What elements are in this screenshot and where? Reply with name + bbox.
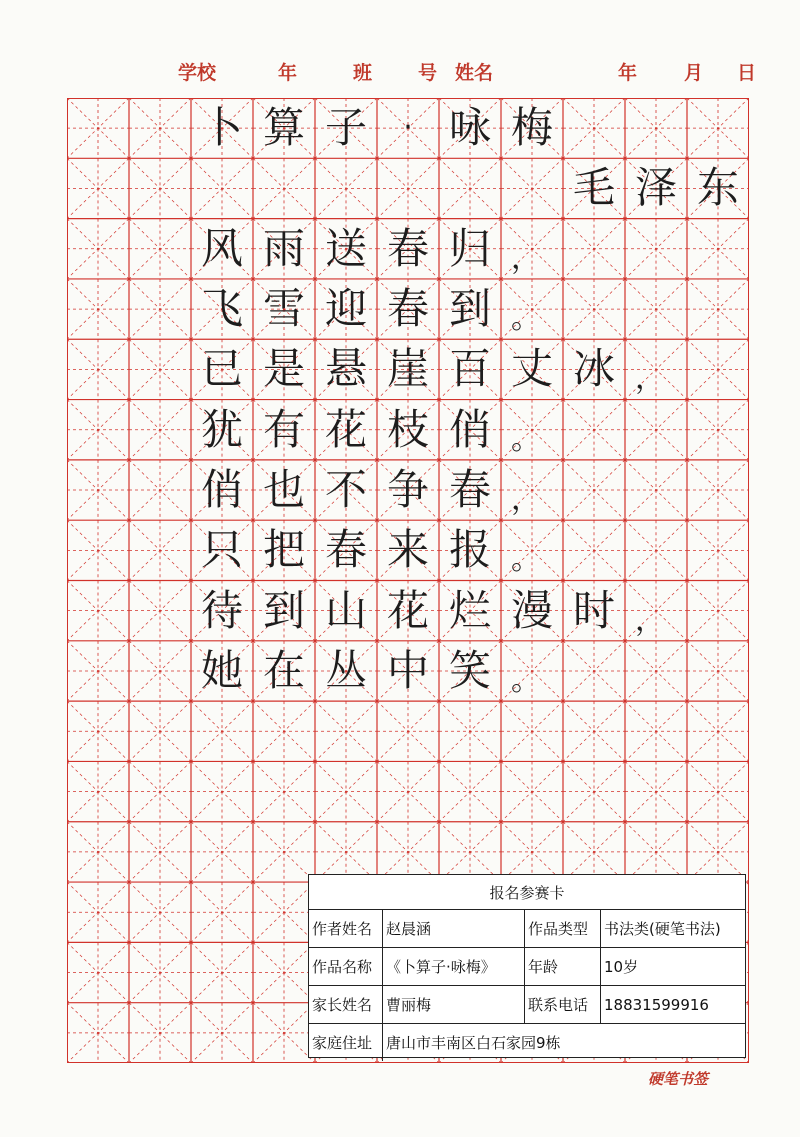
year-label: 年 xyxy=(618,62,638,84)
author-value: 赵晨涵 xyxy=(383,910,525,947)
poem-char: 俏 xyxy=(448,404,491,454)
class-label: 班 xyxy=(353,62,373,84)
card-title: 报名参赛卡 xyxy=(309,875,745,910)
poem-char: 丈 xyxy=(510,344,553,394)
poem-char: 待 xyxy=(200,585,243,635)
author-label: 作者姓名 xyxy=(309,910,383,947)
parent-label: 家长姓名 xyxy=(309,986,383,1023)
poem-char: 在 xyxy=(262,645,305,695)
month-label: 月 xyxy=(684,62,704,84)
poem-char: ， xyxy=(635,361,665,397)
title-char: 算 xyxy=(262,103,305,153)
type-value: 书法类(硬笔书法) xyxy=(604,920,721,938)
work-value: 《卜算子·咏梅》 xyxy=(383,948,525,985)
day-label: 日 xyxy=(737,62,757,84)
poem-char: 犹 xyxy=(200,404,243,454)
type-label: 作品类型 xyxy=(525,910,601,947)
poem-char: 春 xyxy=(386,284,429,334)
poem-char: 送 xyxy=(324,223,367,273)
poem-char: 春 xyxy=(448,465,491,515)
phone-label: 联系电话 xyxy=(525,986,601,1023)
poem-char: 有 xyxy=(262,404,305,454)
school-label: 学校 xyxy=(178,62,217,84)
work-label: 作品名称 xyxy=(309,948,383,985)
poem-char: 。 xyxy=(511,421,541,457)
card-row-author xyxy=(309,910,745,948)
number-label: 号 xyxy=(418,62,438,84)
poem-char: 漫 xyxy=(510,585,553,635)
sheet-header xyxy=(0,58,800,88)
poem-char: ， xyxy=(511,240,541,276)
poem-char: 春 xyxy=(324,525,367,575)
poem-char: 。 xyxy=(511,542,541,578)
entry-card xyxy=(308,874,746,1058)
author-char: 毛 xyxy=(572,163,615,213)
poem-char: 雪 xyxy=(262,284,305,334)
poem-char: 冰 xyxy=(572,344,615,394)
poem-char: 百 xyxy=(448,344,491,394)
poem-char: 雨 xyxy=(262,223,305,273)
age-value: 10岁 xyxy=(604,958,639,976)
poem-char: 丛 xyxy=(324,645,367,695)
poem-char: 枝 xyxy=(386,404,429,454)
poem-char: 把 xyxy=(262,525,305,575)
poem-char: 俏 xyxy=(200,465,243,515)
title-char: 咏 xyxy=(448,103,491,153)
grade-label: 年 xyxy=(278,62,298,84)
parent-value: 曹丽梅 xyxy=(383,986,525,1023)
address-value: 唐山市丰南区白石家园9栋 xyxy=(386,1034,561,1052)
poem-char: 来 xyxy=(386,525,429,575)
poem-char: 报 xyxy=(448,525,491,575)
poem-char: 只 xyxy=(200,525,243,575)
poem-char: ， xyxy=(511,482,541,518)
brand-stamp: 硬笔书签 xyxy=(648,1070,709,1088)
poem-char: 她 xyxy=(200,645,243,695)
poem-char: 。 xyxy=(511,301,541,337)
address-label: 家庭住址 xyxy=(309,1024,383,1061)
poem-char: 春 xyxy=(386,223,429,273)
poem-char: ， xyxy=(635,602,665,638)
card-row-work xyxy=(309,948,745,986)
poem-char: 风 xyxy=(200,223,243,273)
poem-char: 迎 xyxy=(324,284,367,334)
poem-char: 到 xyxy=(262,585,305,635)
poem-char: 花 xyxy=(324,404,367,454)
poem-char: 时 xyxy=(572,585,615,635)
poem-char: 山 xyxy=(324,585,367,635)
title-char: · xyxy=(403,110,413,146)
title-char: 梅 xyxy=(510,103,553,153)
author-char: 泽 xyxy=(634,163,677,213)
poem-char: 归 xyxy=(448,223,491,273)
poem-char: 飞 xyxy=(200,284,243,334)
poem-char: 。 xyxy=(511,662,541,698)
title-char: 子 xyxy=(324,103,367,153)
poem-char: 是 xyxy=(262,344,305,394)
poem-char: 争 xyxy=(386,465,429,515)
age-label: 年龄 xyxy=(525,948,601,985)
title-char: 卜 xyxy=(200,103,243,153)
poem-char: 中 xyxy=(386,645,429,695)
poem-char: 也 xyxy=(262,465,305,515)
name-label: 姓名 xyxy=(455,62,494,84)
poem-char: 花 xyxy=(386,585,429,635)
poem-char: 崖 xyxy=(386,344,429,394)
phone-value: 18831599916 xyxy=(604,995,709,1014)
poem-char: 不 xyxy=(324,465,367,515)
author-char: 东 xyxy=(696,163,739,213)
poem-char: 到 xyxy=(448,284,491,334)
card-row-parent xyxy=(309,986,745,1024)
poem-char: 悬 xyxy=(324,344,367,394)
poem-char: 笑 xyxy=(448,645,491,695)
poem-char: 已 xyxy=(200,344,243,394)
poem-char: 烂 xyxy=(448,585,491,635)
card-row-address xyxy=(309,1024,745,1061)
